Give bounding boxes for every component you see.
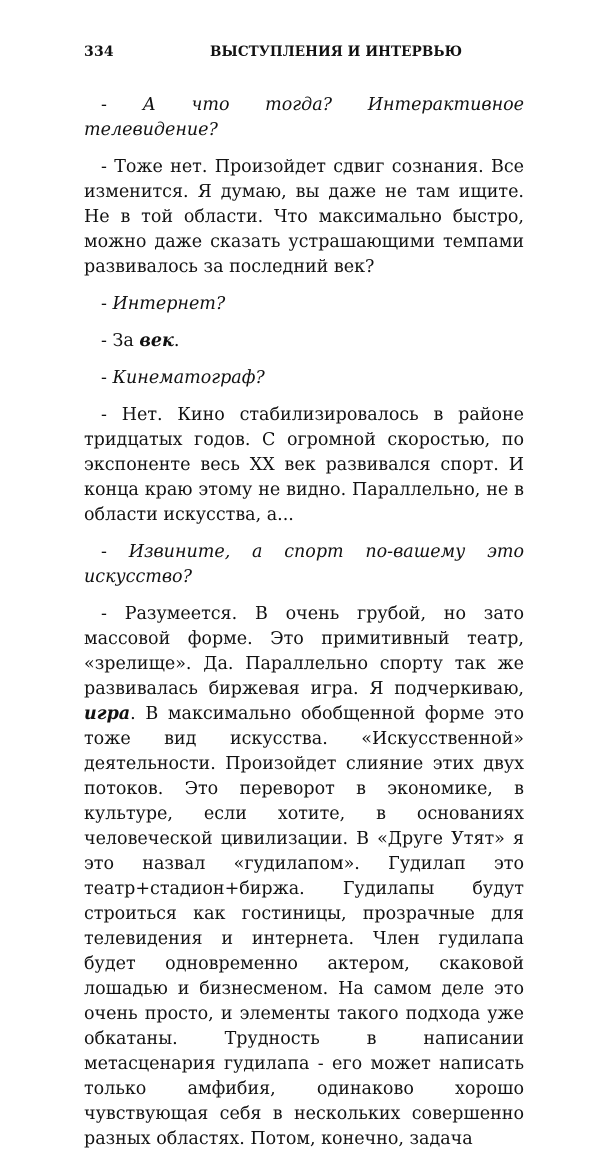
answer-prefix: - За (101, 331, 140, 351)
question-paragraph (84, 366, 524, 391)
emphasized-word: век (139, 331, 174, 351)
emphasized-word: игра (84, 704, 131, 724)
body-text (84, 93, 524, 1152)
answer-text-before: - Разумеется. В очень грубой, но зато массовой форме. Это примитивный театр, «зрелище». Да. Параллельно спорту так же развивалась биржевая игра. Я подчеркиваю, (84, 604, 524, 699)
dash: - (101, 294, 113, 314)
answer-suffix: . (173, 331, 180, 351)
question-paragraph (84, 540, 524, 590)
running-title: ВЫСТУПЛЕНИЯ И ИНТЕРВЬЮ (210, 44, 463, 60)
interviewer-question: Извините, а спорт по-вашему это искусство? (84, 542, 525, 587)
interviewer-question: Кинематограф? (112, 368, 265, 388)
interviewer-question: А что тогда? Интерактивное телевидение? (84, 95, 524, 140)
interviewer-question: Интернет? (112, 294, 226, 314)
question-paragraph (84, 93, 524, 143)
page-number: 334 (84, 44, 114, 60)
answer-paragraph (84, 602, 524, 1152)
dash: - (101, 95, 143, 115)
answer-paragraph: - Нет. Кино стабилизировалось в районе тридцатых годов. С огромной скоростью, по экспоненте весь XX век развивался спорт. И конца краю этому не видно. Параллельно, не в области искусства, а... (84, 405, 524, 525)
answer-paragraph: - Тоже нет. Произойдет сдвиг сознания. Все изменится. Я думаю, вы даже не там ищите. Не в той области. Что максимально быстро, можно даже сказать устрашающими темпами развивалось за последний век? (84, 157, 524, 277)
answer-paragraph (84, 329, 524, 354)
answer-text-after: . В максимально обобщенной форме это тоже вид искусства. «Искусственной» деятельности. Произойдет слияние этих двух потоков. Это переворот в экономике, в культуре, если хотите, в основаниях человеческой цивилизации. В «Друге Утят» я это назвал «гудилапом». Гудилап это театр+стадион+биржа. Гудилапы будут строиться как гостиницы, прозрачные для телевидения и интернета. Член гудилапа будет одновременно актером, скаковой лошадью и бизнесменом. На самом деле это очень просто, и элементы такого подхода уже обкатаны. Трудность в написании метасценария гудилапа - его может написать только амфибия, одинаково хорошо чувствующая себя в нескольких совершенно разных областях. Потом, конечно, задача (84, 704, 524, 1149)
dash: - (101, 368, 113, 388)
page-header (84, 44, 524, 64)
question-paragraph (84, 292, 524, 317)
dash: - (101, 542, 129, 562)
